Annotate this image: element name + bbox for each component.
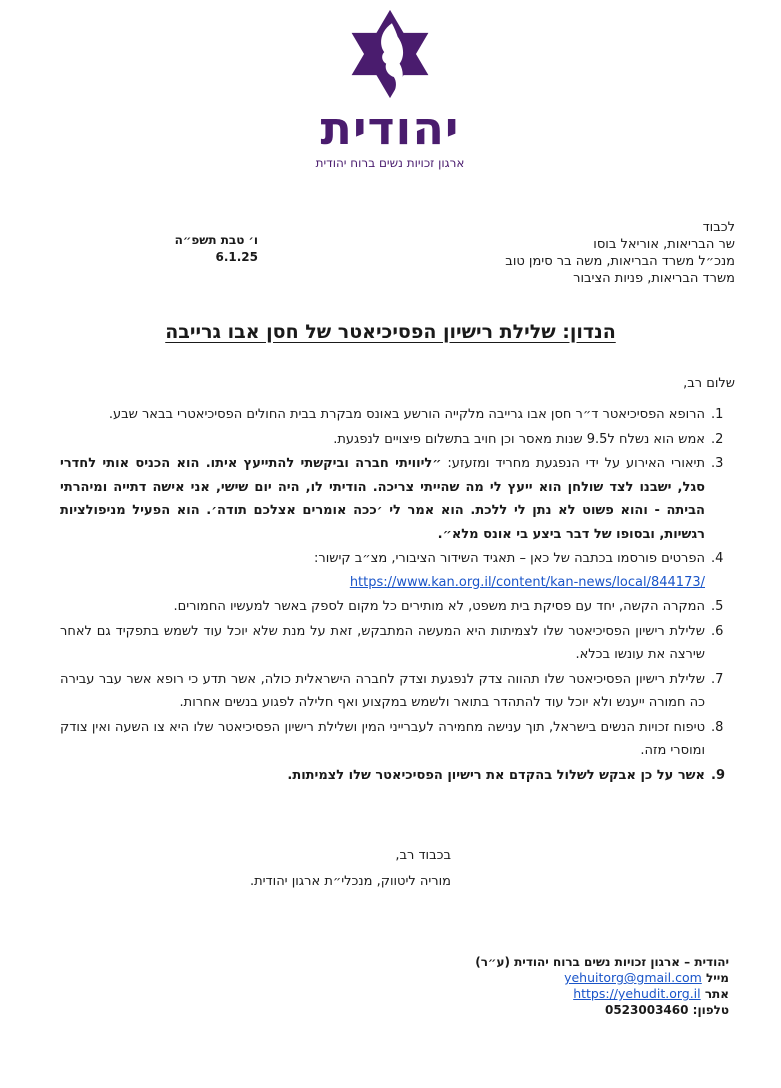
item-number: .4 (711, 551, 724, 566)
hebrew-date: ו׳ טבת תשפ״ה (174, 233, 258, 247)
item-text: אשר על כן אבקש לשלול בהקדם את רישיון הפסיכיאטר שלו לצמיתות. (287, 767, 705, 783)
item-number: .8 (711, 719, 724, 735)
footer-org: יהודית – ארגון זכויות נשים ברוח יהודית (ע״ר) (475, 955, 729, 969)
item-number: .5 (711, 599, 724, 614)
item-text: תיאורי האירוע על ידי הנפגעת מחריד ומזעזע: (441, 456, 705, 471)
list-item (60, 428, 735, 452)
list-item (60, 403, 735, 427)
item-text: שלילת רישיון הפסיכיאטר שלו תהווה צדק לנפגעת וצדק לחברה הישראלית כולה, אשר תדע כי רופא אשר עבר עבירה כה חמורה ייענש ולא יוכל עוד להתהדר בתואר ולשמש במקצוע ואף חלילה לפגוע בנשים אחרות. (60, 671, 705, 710)
recipient-line: לכבוד (702, 220, 735, 235)
item-text: הרופא הפסיכיאטר ד״ר חסן אבו גרייבה מלקייה הורשע באונס מבקרת בבית החולים הפסיכיאטרי בבאר שבע. (108, 407, 705, 422)
footer-mail-row (475, 970, 729, 986)
phone-label: טלפון: (692, 1003, 729, 1017)
email-link[interactable]: yehuitorg@gmail.com (564, 970, 702, 985)
greeting: שלום רב, (683, 376, 735, 391)
item-number: .7 (711, 671, 724, 687)
item-text: טיפוח זכויות הנשים בישראל, תוך ענישה מחמירה לעברייני המין ושלילת רישיון הפסיכיאטר שלו היא צו השעה ואין צודק ומוסרי מזה. (60, 719, 705, 758)
logo-tagline: ארגון זכויות נשים ברוח יהודית (315, 156, 465, 170)
logo-wordmark: יהודית (320, 101, 460, 155)
list-item (60, 668, 735, 715)
item-number: .1 (711, 407, 724, 422)
star-of-david-woman-profile-icon (342, 6, 438, 102)
date-block (118, 232, 258, 266)
item-text: אמש הוא נשלח ל9.5 שנות מאסר וכן חויב בתשלום פיצויים לנפגעת. (333, 431, 705, 447)
item-number: .9 (711, 767, 725, 783)
closing-block (250, 843, 451, 895)
phone-number: 0523003460 (604, 1003, 689, 1017)
article-link[interactable]: https://www.kan.org.il/content/kan-news/local/844173/ (349, 574, 705, 590)
list-item (60, 620, 735, 667)
website-link[interactable]: https://yehudit.org.il (573, 986, 701, 1001)
letter-points-list (60, 403, 735, 788)
closing-salutation: בכבוד רב, (395, 848, 451, 863)
item-number: .2 (711, 431, 724, 447)
victim-quote: ״ליוויתי חברה וביקשתי להתייעץ איתו. הוא הכניס אותי לחדרי סגל, ישבנו לצד שולחן הוא ייעץ לי מה שהייתי צריכה. הודיתי לו, היה יום שישי, אני אישה דתייה ומיהרתי הביתה - והוא פשוט לא נתן לי ללכת. הוא אמר לי ׳ככה אומרים אצלכם תודה׳. הוא הפעיל מניפולציות רגשיות, ובסופו של דבר ביצע בי אונס מלא״. (60, 456, 705, 542)
footer-contact (475, 954, 729, 1018)
signature-line: מוריה ליטווק, מנכלי״ת ארגון יהודית. (249, 874, 451, 889)
item-text: שלילת רישיון הפסיכיאטר שלו לצמיתות היא המעשה המתבקש, זאת על מנת שלא יוכל עוד לשמש בתפקיד גם לאחר שירצה את עונשו בכלא. (60, 623, 705, 662)
item-text: המקרה הקשה, יחד עם פסיקת בית משפט, לא מותירים כל מקום לספק באשר למעשיו החמורים. (173, 599, 705, 614)
item-number: .3 (711, 456, 724, 471)
organization-logo (290, 6, 490, 178)
recipients-block (375, 219, 735, 287)
list-item (60, 547, 735, 594)
recipient-line: משרד הבריאות, פניות הציבור (573, 271, 735, 286)
recipient-line: שר הבריאות, אוריאל בוסו (593, 237, 735, 252)
mail-label: מייל (705, 971, 729, 985)
site-label: אתר (704, 987, 729, 1001)
list-item (60, 716, 735, 763)
list-item (60, 595, 735, 619)
item-text: הפרטים פורסמו בכתבה של כאן – תאגיד השידור הציבורי, מצ״ב קישור: (314, 551, 705, 566)
list-item (60, 452, 735, 546)
footer-phone-row (475, 1002, 729, 1018)
footer-site-row (475, 986, 729, 1002)
subject-heading: הנדון: שלילת רישיון הפסיכיאטר של חסן אבו גרייבה (165, 321, 616, 343)
gregorian-date: 6.1.25 (215, 250, 258, 264)
item-number: .6 (711, 623, 724, 639)
list-item (60, 764, 735, 788)
recipient-line: מנכ״ל משרד הבריאות, משה בר סימן טוב (505, 254, 735, 269)
